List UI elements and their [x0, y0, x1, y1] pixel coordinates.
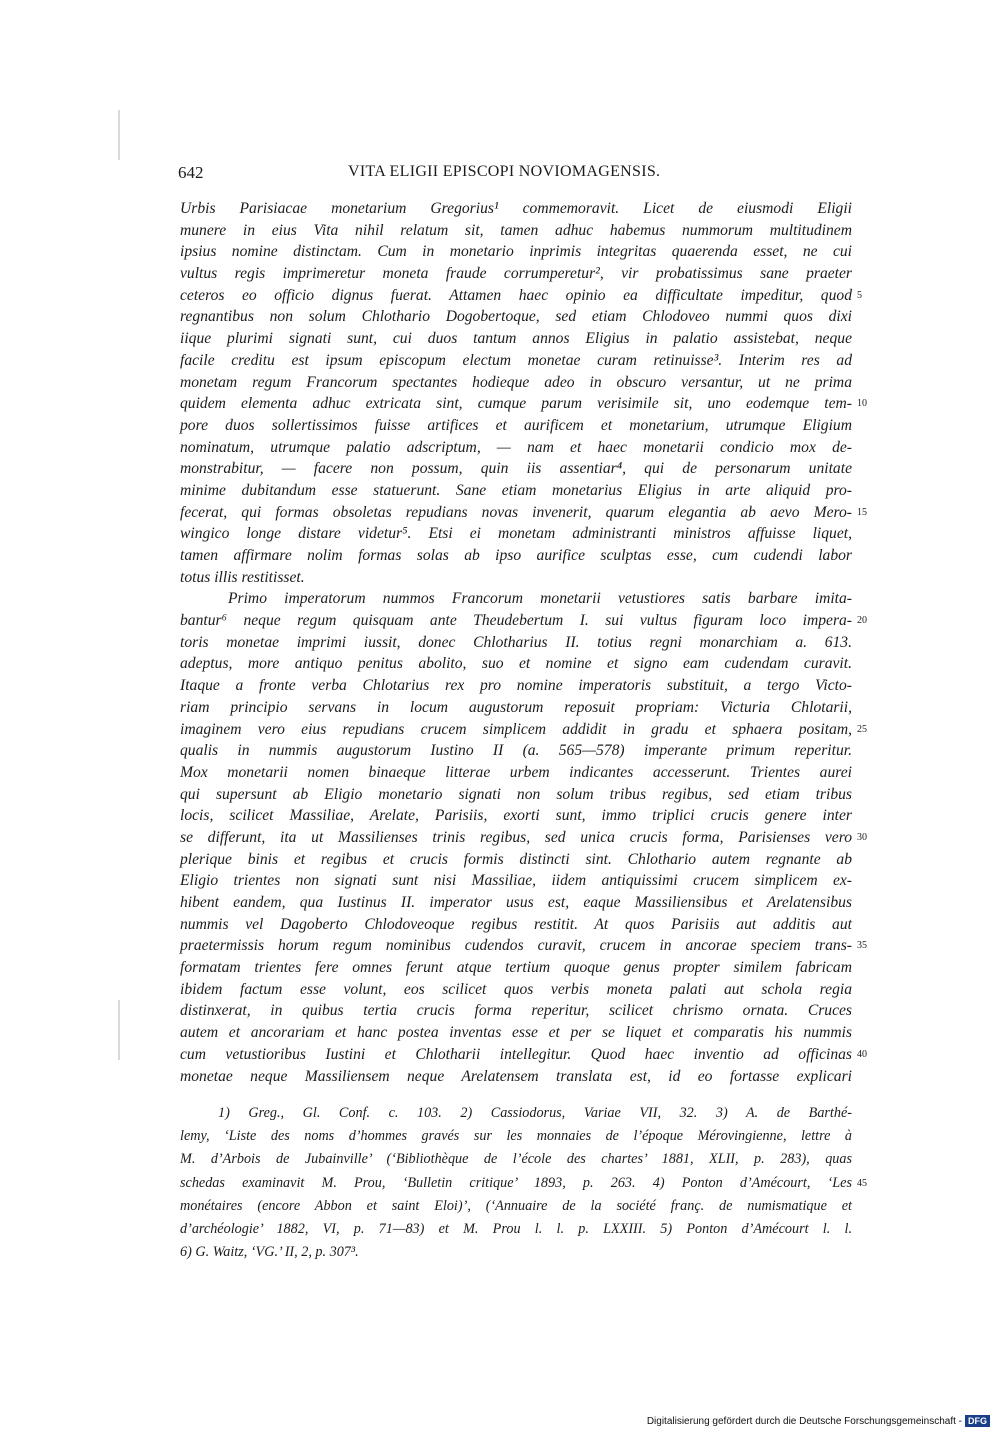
- text-line-text: pore duos sollertissimos fuisse artifices et aurificem et monetarium, utrumque Eligium: [180, 416, 852, 434]
- text-line-text: regnantibus non solum Chlothario Dogobertoque, sed etiam Chlodoveo nummi quos dixi: [180, 308, 852, 326]
- footnote-line-text: schedas examinavit M. Prou, ‘Bulletin critique’ 1893, p. 263. 4) Ponton d’Amécourt, ‘Les: [180, 1174, 852, 1191]
- text-line: [180, 567, 852, 589]
- page-number: 642: [178, 163, 204, 182]
- text-line-text: ceteros eo officio dignus fuerat. Attamen haec opinio ea difficultate impeditur, quod: [180, 286, 852, 304]
- text-line: [180, 1044, 867, 1066]
- text-line-text: imaginem vero eius repudians crucem simplicem addidit in gradu et sphaera positam,: [180, 720, 852, 738]
- text-line: [180, 437, 852, 459]
- text-line: [180, 653, 852, 675]
- text-line-text: formatam trientes fere omnes ferunt atque tertium quoque genus propter similem fabricam: [180, 959, 852, 977]
- text-line-text: cum vetustioribus Iustini et Chlotharii intellegitur. Quod haec inventio ad officinas: [180, 1045, 852, 1063]
- line-number: 10: [857, 398, 867, 410]
- text-line: [180, 588, 852, 610]
- scan-edge-mark: [118, 1000, 120, 1060]
- text-line: [180, 415, 852, 437]
- text-line-text: Primo imperatorum nummos Francorum monetarii vetustiores satis barbare imita-: [228, 590, 852, 608]
- text-line: [180, 762, 852, 784]
- footnote-line-text: lemy, ‘Liste des noms d’hommes gravés sur les monnaies de l’époque Mérovingienne, lettre à: [180, 1128, 852, 1145]
- text-line-text: quidem elementa adhuc extricata sint, cumque parum verisimile sit, uno eodemque tem-: [180, 395, 852, 413]
- text-line: [180, 849, 852, 871]
- main-text: [180, 198, 867, 1087]
- text-line: [180, 719, 867, 741]
- text-line: [180, 306, 852, 328]
- footnote-line-text: 6) G. Waitz, ‘VG.’ II, 2, p. 307³.: [180, 1244, 359, 1261]
- running-title: VITA ELIGII EPISCOPI NOVIOMAGENSIS.: [348, 163, 661, 180]
- text-line-text: riam principio servans in locum augustorum reposuit propriam: Victuria Chlotarii,: [180, 698, 852, 716]
- footnote-line: [180, 1148, 852, 1171]
- footnote-line-text: d’archéologie’ 1882, VI, p. 71—83) et M. Prou l. l. p. LXXIII. 5) Ponton d’Amécourt l. l.: [180, 1220, 852, 1237]
- text-line-text: praetermissis horum regum nominibus cudendos curavit, crucem in ancorae speciem trans-: [180, 937, 852, 955]
- text-line: [180, 350, 852, 372]
- text-line-text: nummis vel Dagoberto Chlodoveoque regibus restitit. At quos Parisiis aut additis aut: [180, 915, 852, 933]
- text-line-text: totus illis restitisset.: [180, 568, 305, 586]
- footnote-line: [180, 1102, 852, 1125]
- text-line: [180, 372, 852, 394]
- text-line: [180, 1066, 852, 1088]
- footnote-line-text: M. d’Arbois de Jubainville’ (‘Bibliothèque de l’école des chartes’ 1881, XLII, p. 283), quas: [180, 1151, 852, 1168]
- line-number: 40: [857, 1048, 867, 1060]
- text-line-text: fecerat, qui formas obsoletas repudians novas invenerit, quarum elegantia ab aevo Mero-: [180, 503, 852, 521]
- text-line: [180, 241, 852, 263]
- text-line-text: munere in eius Vita nihil relatum sit, tamen adhuc habemus nummorum multitudinem: [180, 221, 852, 239]
- footnote-line: [180, 1195, 852, 1218]
- footnote-line-text: 1) Greg., Gl. Conf. c. 103. 2) Cassiodorus, Variae VII, 32. 3) A. de Barthé-: [218, 1105, 852, 1121]
- text-line: [180, 545, 852, 567]
- text-line-text: ibidem factum esse volunt, eos scilicet quos verbis moneta palati aut schola regia: [180, 980, 852, 998]
- text-line: [180, 892, 852, 914]
- text-line-text: nominatum, utrumque palatio adscriptum, — nam et haec monetarii condicio mox de-: [180, 438, 852, 456]
- text-line-text: Itaque a fronte verba Chlotarius rex pro nomine imperatoris substituit, a tergo Victo-: [180, 677, 852, 695]
- text-line-text: hibent eandem, qua Iustinus II. imperator usus est, eaque Massiliensibus et Arelatensibus: [180, 894, 852, 911]
- text-line-text: distinxerat, in quibus tertia crucis forma reperitur, scilicet chrismo ornata. Cruces: [180, 1002, 852, 1020]
- text-line: [180, 697, 852, 719]
- text-line-text: Mox monetarii nomen binaeque litterae urbem indicantes accesserunt. Trientes aurei: [180, 763, 852, 781]
- text-line-text: monstrabitur, — facere non possum, quin iis assentiar⁴, qui de personarum unitate: [180, 460, 852, 478]
- text-line: [180, 480, 852, 502]
- text-line: [180, 263, 852, 285]
- text-line: [180, 740, 852, 762]
- text-line: [180, 1000, 852, 1022]
- text-line: [180, 1022, 852, 1044]
- text-line: [180, 198, 852, 220]
- text-line: [180, 957, 852, 979]
- text-line: [180, 827, 867, 849]
- text-line: [180, 220, 852, 242]
- text-line: [180, 632, 852, 654]
- text-line-text: tamen affirmare nolim formas solas ab ipso aurifice sculptas esse, cum cudendi labor: [180, 547, 852, 564]
- text-line: [180, 393, 867, 415]
- text-line-text: toris monetae imprimi iussit, donec Chlotharius II. totius regni monarchiam a. 613.: [180, 633, 852, 651]
- footnote-line-text: monétaires (encore Abbon et saint Eloi)’, (‘Annuaire de la société franç. de numismatique et: [180, 1197, 852, 1214]
- text-line-text: iique plurimi signati sunt, cui duos tantum annos Eligius in palatio assistebat, neque: [180, 330, 852, 348]
- text-line-text: bantur⁶ neque regum quisquam ante Theudebertum I. sui vultus figuram loco impera-: [180, 612, 852, 630]
- text-line-text: Eligio trientes non signati sunt nisi Massiliae, iidem antiquissimi crucem simplicem ex-: [180, 872, 852, 890]
- text-line: [180, 935, 867, 957]
- text-line: [180, 784, 852, 806]
- text-line: [180, 328, 852, 350]
- line-number: 35: [857, 940, 867, 952]
- text-line-text: vultus regis imprimeretur moneta fraude corrumperetur², vir probatissimus sane praeter: [180, 265, 852, 283]
- text-line: [180, 610, 867, 632]
- line-number: 15: [857, 506, 867, 518]
- text-line: [180, 458, 852, 480]
- footnotes: [180, 1102, 867, 1264]
- line-number: 25: [857, 723, 867, 735]
- text-line: [180, 805, 852, 827]
- text-line-text: monetam regum Francorum spectantes hodieque adeo in obscuro versantur, ut ne prima: [180, 373, 852, 391]
- funding-credit: [647, 1415, 990, 1427]
- footnote-line: [180, 1125, 852, 1148]
- text-line-text: ipsius nomine distinctam. Cum in monetario inprimis integritas quaerenda esset, ne cui: [180, 243, 852, 261]
- line-number: 30: [857, 831, 867, 843]
- footnote-line: [180, 1241, 852, 1264]
- text-line-text: facile creditu est ipsum episcopum electum monetae curam retinuisse³. Interim res ad: [180, 351, 852, 369]
- text-line-text: se differunt, ita ut Massilienses trinis regibus, sed unica crucis forma, Parisienses vero: [180, 828, 852, 846]
- text-line-text: qualis in nummis augustorum Iustino II (a. 565—578) imperante primum reperitur.: [180, 742, 852, 760]
- text-line: [180, 979, 852, 1001]
- text-line-text: wingico longe distare videtur⁵. Etsi ei monetam administranti ministros affuisse liquet,: [180, 525, 852, 543]
- funding-note: Digitalisierung gefördert durch die Deutsche Forschungsgemeinschaft -: [646, 1415, 962, 1427]
- footnote-line: [180, 1172, 867, 1195]
- text-line-text: qui supersunt ab Eligio monetario signati non solum tribus regibus, sed etiam tribus: [180, 785, 852, 803]
- scan-edge-mark: [118, 110, 120, 160]
- text-line: [180, 675, 852, 697]
- text-line-text: minime dubitandum esse statuerunt. Sane etiam monetarius Eligius in arte aliquid pro-: [180, 481, 852, 499]
- text-line: [180, 285, 862, 307]
- text-line-text: locis, scilicet Massiliae, Arelate, Parisiis, exorti sunt, immo triplici crucis genere inter: [180, 807, 852, 825]
- text-line: [180, 870, 852, 892]
- line-number: 45: [857, 1177, 867, 1189]
- footnote-line: [180, 1218, 852, 1241]
- text-line: [180, 914, 852, 936]
- text-line-text: plerique binis et regibus et crucis formis distincti sint. Chlothario autem regnante ab: [180, 850, 852, 868]
- text-line-text: adeptus, more antiquo penitus abolito, suo et nomine et signo eam cudendam curavit.: [180, 655, 852, 673]
- text-line: [180, 523, 852, 545]
- dfg-logo: DFG: [965, 1415, 990, 1427]
- line-number: 20: [857, 615, 867, 627]
- text-line-text: autem et ancorariam et hanc postea inventas esse et per se liquet et comparatis his nummis: [180, 1024, 852, 1042]
- text-line: [180, 502, 867, 524]
- line-number: 5: [857, 289, 862, 301]
- text-line-text: Urbis Parisiacae monetarium Gregorius¹ commemoravit. Licet de eiusmodi Eligii: [180, 200, 852, 217]
- text-line-text: monetae neque Massiliensem neque Arelatensem translata est, id eo fortasse explicari: [180, 1067, 852, 1085]
